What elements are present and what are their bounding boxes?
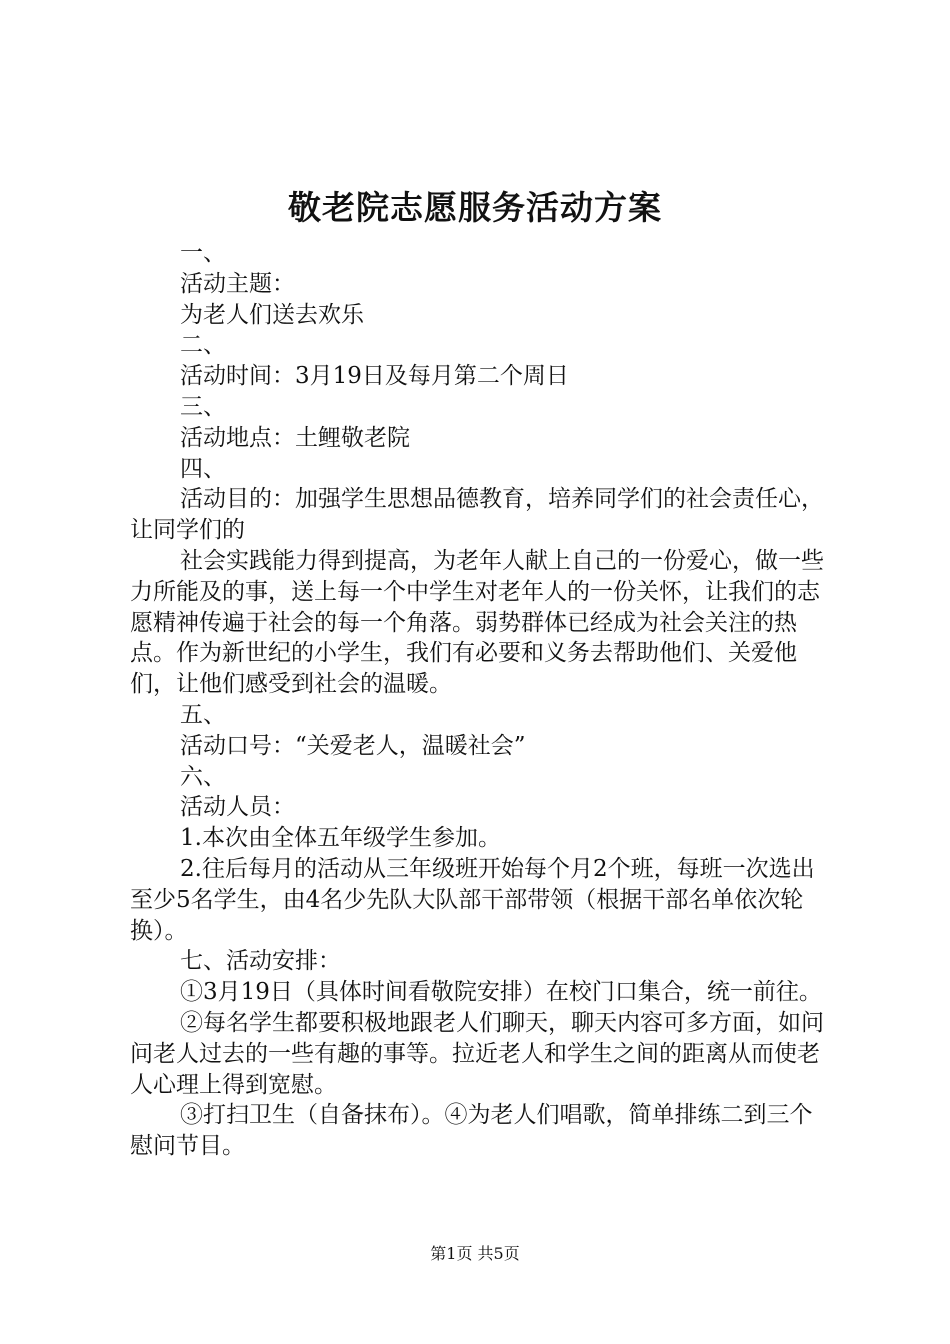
section-heading-1: 一、 xyxy=(180,240,226,266)
arrangement-item-2: ②每名学生都要积极地跟老人们聊天，聊天内容可多方面，如问问老人过去的一些有趣的事等。拉近老人和学生之间的距离从而使老人心理上得到宽慰。 xyxy=(130,1009,824,1098)
participants-item-1: 1.本次由全体五年级学生参加。 xyxy=(180,825,501,852)
activity-location: 活动地点：土鲤敬老院 xyxy=(180,424,410,451)
document-body xyxy=(130,238,830,1162)
activity-theme-label: 活动主题： xyxy=(180,270,295,297)
page-number-footer: 第1页 共5页 xyxy=(430,1244,520,1263)
arrangement-item-3-4: ③打扫卫生（自备抹布）。④为老人们唱歌，简单排练二到三个慰问节目。 xyxy=(130,1102,813,1160)
section-heading-7: 七、活动安排： xyxy=(180,948,341,975)
participants-item-2: 2.往后每月的活动从三年级班开始每个月2个班，每班一次选出至少5名学生，由4名少先队大队部干部带领（根据干部名单依次轮换）。 xyxy=(130,855,815,944)
section-heading-6: 六、 xyxy=(180,763,226,790)
section-heading-2: 二、 xyxy=(180,332,226,359)
section-heading-3: 三、 xyxy=(180,393,226,420)
activity-theme-text: 为老人们送去欢乐 xyxy=(180,301,364,328)
activity-purpose: 活动目的：加强学生思想品德教育，培养同学们的社会责任心，让同学们的 xyxy=(130,486,824,544)
section-heading-5: 五、 xyxy=(180,701,226,728)
activity-slogan: 活动口号：“关爱老人，温暖社会” xyxy=(180,732,526,759)
activity-time: 活动时间：3月19日及每月第二个周日 xyxy=(180,363,569,390)
section-heading-4: 四、 xyxy=(180,455,226,482)
arrangement-item-1: ①3月19日（具体时间看敬院安排）在校门口集合，统一前往。 xyxy=(180,979,822,1006)
activity-purpose-continued: 社会实践能力得到提高，为老年人献上自己的一份爱心，做一些力所能及的事，送上每一个中学生对老年人的一份关怀，让我们的志愿精神传遍于社会的每一个角落。弱势群体已经成为社会关注的热点。作为新世纪的小学生，我们有必要和义务去帮助他们、关爱他们，让他们感受到社会的温暖。 xyxy=(130,547,824,698)
document-title: 敬老院志愿服务活动方案 xyxy=(288,188,662,227)
activity-participants-label: 活动人员： xyxy=(180,794,295,821)
